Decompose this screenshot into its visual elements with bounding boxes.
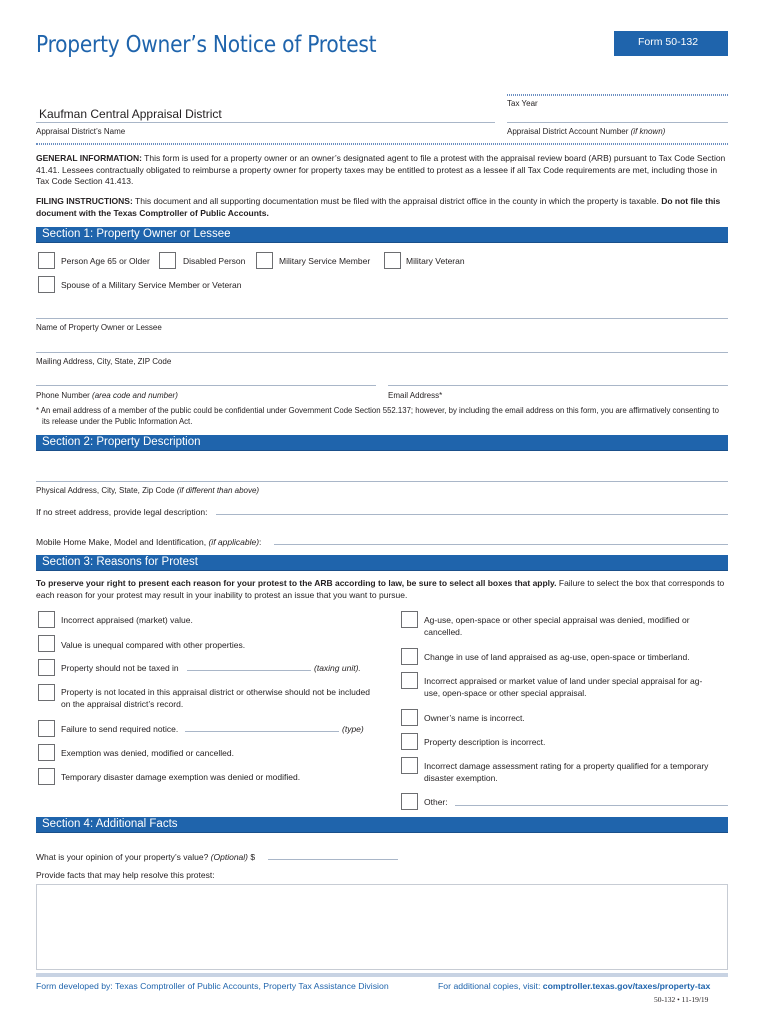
opinion-value-field[interactable]: [268, 859, 398, 860]
checkbox-failure-notice[interactable]: [38, 720, 55, 737]
checkbox-military-member-label: Military Service Member: [279, 256, 371, 266]
checkbox-not-in-district[interactable]: [38, 684, 55, 701]
physical-address-field[interactable]: [36, 481, 728, 482]
owner-name-label: Name of Property Owner or Lessee: [36, 323, 162, 332]
reason-special-appraisal-denied: Ag-use, open-space or other special appraisal was denied, modified or cancelled.: [424, 615, 690, 637]
email-field[interactable]: [388, 385, 728, 386]
mailing-address-label: Mailing Address, City, State, ZIP Code: [36, 357, 172, 366]
checkbox-special-appraisal-denied[interactable]: [401, 611, 418, 628]
facts-label: Provide facts that may help resolve this protest:: [36, 870, 215, 880]
checkbox-disabled-label: Disabled Person: [183, 256, 246, 266]
tax-year-label: Tax Year: [507, 99, 538, 108]
section-1-header: Section 1: Property Owner or Lessee: [36, 227, 728, 243]
opinion-value-label: What is your opinion of your property’s value? (Optional) $: [36, 852, 256, 862]
account-number-field[interactable]: [507, 122, 728, 123]
mailing-address-field[interactable]: [36, 352, 728, 353]
owner-name-field[interactable]: [36, 318, 728, 319]
reason-failure-notice: Failure to send required notice.: [61, 724, 179, 734]
phone-label: Phone Number (area code and number): [36, 391, 178, 400]
checkbox-age-65-label: Person Age 65 or Older: [61, 256, 150, 266]
section-4-header: Section 4: Additional Facts: [36, 817, 728, 833]
district-name-label: Appraisal District’s Name: [36, 127, 126, 136]
checkbox-owner-name[interactable]: [401, 709, 418, 726]
mobile-home-field[interactable]: [274, 544, 728, 545]
checkbox-age-65[interactable]: [38, 252, 55, 269]
footer-developed-by: Form developed by: Texas Comptroller of Public Accounts, Property Tax Assistance Division: [36, 981, 389, 991]
facts-textarea[interactable]: [36, 884, 728, 970]
legal-description-field[interactable]: [216, 514, 728, 515]
checkbox-property-description[interactable]: [401, 733, 418, 750]
general-information: GENERAL INFORMATION: This form is used for a property owner or an owner’s designated agent to file a protest with the appraisal review board (ARB) pursuant to Tax Code Section 41.41. Lessees contractually obligated to reimburse a property owner for property taxes may be entitled to protest as a lessee if all Tax Code requirements are met, including those in Tax Code Section 41.413.: [36, 153, 726, 186]
section-2-header: Section 2: Property Description: [36, 435, 728, 451]
checkbox-disabled[interactable]: [159, 252, 176, 269]
checkbox-disaster-exemption[interactable]: [38, 768, 55, 785]
checkbox-change-in-use[interactable]: [401, 648, 418, 665]
checkbox-military-spouse-label: Spouse of a Military Service Member or Veteran: [61, 280, 242, 290]
account-number-label: Appraisal District Account Number (if known): [507, 127, 666, 136]
physical-address-label: Physical Address, City, State, Zip Code (if different than above): [36, 486, 260, 495]
section-3-intro: To preserve your right to present each reason for your protest to the ARB according to law, be sure to select all boxes that apply. Failure to select the box that corresponds to each reason for your protest may result in your inability to protest an issue that you want to pursue.: [36, 578, 725, 600]
reason-owner-name: Owner’s name is incorrect.: [424, 713, 525, 723]
form-number-badge: Form 50-132: [614, 31, 728, 56]
other-reason-field[interactable]: [455, 805, 728, 806]
reason-exemption-denied: Exemption was denied, modified or cancelled.: [61, 748, 234, 758]
reason-unequal-value: Value is unequal compared with other properties.: [61, 640, 246, 650]
email-label: Email Address*: [388, 391, 443, 400]
footer-copies: For additional copies, visit: comptroller.texas.gov/taxes/property-tax: [438, 981, 711, 991]
legal-description-label: If no street address, provide legal description:: [36, 507, 208, 517]
taxing-unit-field[interactable]: [187, 670, 311, 671]
checkbox-military-spouse[interactable]: [38, 276, 55, 293]
checkbox-not-taxed[interactable]: [38, 659, 55, 676]
notice-type-field[interactable]: [185, 731, 339, 732]
checkbox-military-veteran-label: Military Veteran: [406, 256, 465, 266]
email-footnote: * An email address of a member of the public could be confidential under Government Code Section 552.137; however, by including the email address on this form, you are affirmatively consenting to its release under the Public Information Act.: [36, 406, 719, 426]
district-name-value[interactable]: Kaufman Central Appraisal District: [39, 107, 222, 121]
checkbox-military-member[interactable]: [256, 252, 273, 269]
footer-bar: [36, 973, 728, 977]
checkbox-military-veteran[interactable]: [384, 252, 401, 269]
reason-change-in-use: Change in use of land appraised as ag-use, open-space or timberland.: [424, 652, 690, 662]
checkbox-damage-rating[interactable]: [401, 757, 418, 774]
filing-instructions: FILING INSTRUCTIONS: This document and all supporting documentation must be filed with the appraisal district office in the county in which the property is taxable. Do not file this document with the Texas Comptroller of Public Accounts.: [36, 196, 721, 218]
reason-incorrect-value: Incorrect appraised (market) value.: [61, 615, 193, 625]
form-title: Property Owner’s Notice of Protest: [36, 30, 377, 58]
section-3-header: Section 3: Reasons for Protest: [36, 555, 728, 571]
reason-other: Other:: [424, 797, 448, 807]
checkbox-land-value[interactable]: [401, 672, 418, 689]
reason-disaster-exemption: Temporary disaster damage exemption was denied or modified.: [61, 772, 301, 782]
checkbox-other[interactable]: [401, 793, 418, 810]
reason-not-in-district: Property is not located in this appraisal district or otherwise should not be included on the appraisal district’s record.: [61, 687, 371, 709]
notice-type-note: (type): [342, 724, 364, 734]
tax-year-field[interactable]: [507, 94, 728, 96]
mobile-home-label: Mobile Home Make, Model and Identification, (if applicable):: [36, 537, 262, 547]
reason-damage-rating: Incorrect damage assessment rating for a property qualified for a temporary disaster exemption.: [424, 761, 709, 783]
checkbox-unequal-value[interactable]: [38, 635, 55, 652]
phone-field[interactable]: [36, 385, 376, 386]
taxing-unit-note: (taxing unit).: [314, 663, 361, 673]
reason-land-value: Incorrect appraised or market value of land under special appraisal for ag-use, open-space or other special appraisal.: [424, 676, 703, 698]
reason-property-description: Property description is incorrect.: [424, 737, 546, 747]
reason-not-taxed: Property should not be taxed in: [61, 663, 179, 673]
footer-copies-link[interactable]: comptroller.texas.gov/taxes/property-tax: [542, 981, 711, 991]
checkbox-incorrect-value[interactable]: [38, 611, 55, 628]
district-name-field: [36, 122, 495, 123]
checkbox-exemption-denied[interactable]: [38, 744, 55, 761]
divider: [36, 143, 728, 145]
footer-version: 50-132 • 11-19/19: [654, 995, 709, 1004]
